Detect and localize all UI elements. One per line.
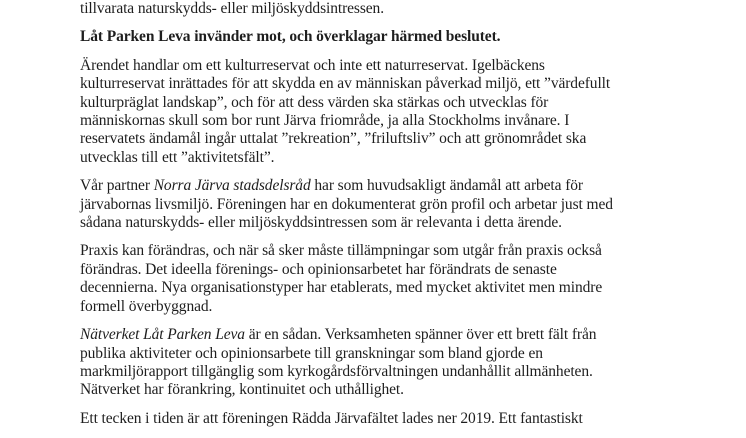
- text-run: kulturreservat inrättades för att skydda en av människan påverkad miljö, ett ”värdefullt: [80, 75, 611, 93]
- text-line: [80, 298, 730, 316]
- text-run: decennierna. Nya organisationstyper har etablerats, med mycket aktivitet men mindre: [80, 279, 603, 297]
- text-run: förändras. Det ideella förenings- och opinionsarbetet har förändrats de senaste: [80, 260, 557, 278]
- text-line: [80, 363, 730, 381]
- text-run: publika aktiviteter och opinionsarbete till granskningar som bland gjorde en: [80, 344, 543, 362]
- text-line: [80, 28, 730, 46]
- text-line: [80, 214, 730, 232]
- paragraph-natverket: [80, 326, 730, 400]
- text-line: [80, 196, 730, 214]
- text-run: Vår partner: [80, 177, 154, 195]
- text-line: [80, 130, 730, 148]
- text-line: [80, 381, 730, 399]
- text-run: formell överbyggnad.: [80, 297, 213, 315]
- text-line: [80, 94, 730, 112]
- text-run: sådana naturskydds- eller miljöskyddsintressen som är relevanta i detta ärende.: [80, 214, 562, 232]
- text-line: [80, 326, 730, 344]
- heading-objection: [80, 28, 730, 46]
- text-run: kulturpräglat landskap”, och för att dess värden ska stärkas och utvecklas för: [80, 93, 549, 111]
- text-line: [80, 279, 730, 297]
- document-text-column: [80, 0, 730, 438]
- text-line: [80, 261, 730, 279]
- text-run: Praxis kan förändras, och när så sker måste tillämpningar som utgår från praxis också: [80, 242, 602, 260]
- text-run: människornas skull som bor runt Järva friområde, ja alla Stockholms invånare. I: [80, 112, 570, 130]
- text-run: utvecklas till ett ”aktivitetsfält”.: [80, 148, 275, 166]
- emphasized-text-run: Norra Järva stadsdelsråd: [153, 177, 311, 195]
- text-line: [80, 242, 730, 260]
- text-line: [80, 345, 730, 363]
- text-run: reservatets ändamål ingår uttalat ”rekreation”, ”friluftsliv” och att grönområdet ska: [80, 130, 587, 148]
- text-line: [80, 177, 730, 195]
- paragraph-kulturreservat: [80, 57, 730, 167]
- text-run: Ärendet handlar om ett kulturreservat och inte ett naturreservat. Igelbäckens: [80, 56, 545, 74]
- text-run: markmiljörapport tillgänglig som kyrkogårdsförvaltningen undanhållit allmänheten.: [80, 362, 593, 380]
- text-run: är en sådan. Verksamheten spänner över ett brett fält från: [244, 326, 597, 344]
- text-line: [80, 149, 730, 167]
- emphasized-text-run: Nätverket Låt Parken Leva: [80, 326, 245, 344]
- text-line: [80, 75, 730, 93]
- text-line: [80, 112, 730, 130]
- text-line: [80, 0, 730, 18]
- text-run: järvabornas livsmiljö. Föreningen har en dokumenterat grön profil och arbetar just med: [80, 195, 613, 213]
- text-line: [80, 57, 730, 75]
- paragraph-praxis: [80, 242, 730, 316]
- text-run: Nätverket har förankring, kontinuitet och uthållighet.: [80, 381, 404, 399]
- text-run: tillvarata naturskydds- eller miljöskyddsintressen.: [80, 0, 384, 17]
- text-run: har som huvudsakligt ändamål att arbeta för: [310, 177, 583, 195]
- paragraph-partner: [80, 177, 730, 232]
- text-run: Låt Parken Leva invänder mot, och överklagar härmed beslutet.: [80, 28, 501, 46]
- text-run: Ett tecken i tiden är att föreningen Rädda Järvafältet lades ner 2019. Ett fantastiskt: [80, 409, 583, 427]
- paragraph-continued-top: [80, 0, 730, 18]
